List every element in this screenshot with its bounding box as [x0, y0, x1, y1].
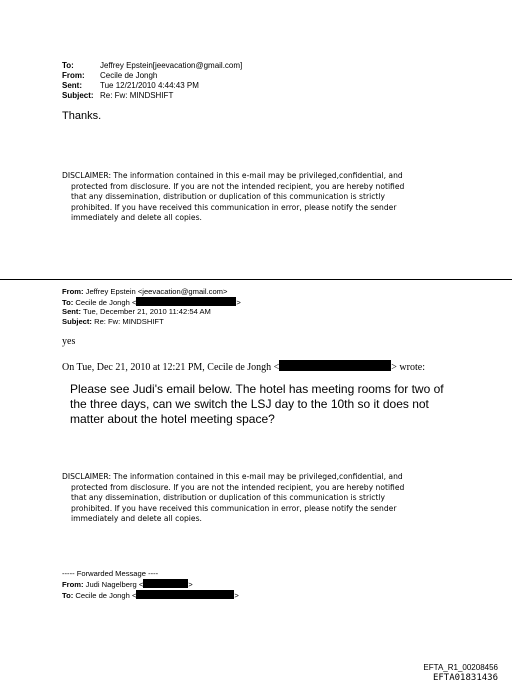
sent-label: Sent: [62, 81, 82, 90]
subject-label: Subject: [62, 91, 94, 100]
to-value: Cecile de Jongh < [75, 591, 137, 600]
disclaimer-line: prohibited. If you have received this communication in error, please notify the sender [71, 202, 397, 212]
page-divider [0, 279, 512, 280]
to-value: Jeffrey Epstein[jeevacation@gmail.com] [100, 61, 243, 70]
bates-number-1: EFTA_R1_00208456 [423, 663, 498, 672]
to-label: To: [62, 297, 74, 307]
subject-value: Re: Fw: MINDSHIFT [100, 91, 174, 100]
quoted-line: matter about the hotel meeting space? [70, 412, 275, 426]
to-end: > [236, 297, 241, 307]
email2-disclaimer [62, 472, 404, 525]
disclaimer-line: protected from disclosure. If you are not the intended recipient, you are hereby notified [71, 482, 405, 492]
to-label: To: [62, 591, 74, 600]
bates-number-2: EFTA01831436 [432, 673, 498, 683]
disclaimer-line: that any dissemination, distribution or duplication of this communication is strictly [71, 493, 385, 502]
from-label: From: [62, 71, 85, 80]
subject-label: Subject: [62, 316, 92, 326]
forwarded-header [62, 569, 239, 601]
quote-prefix: On Tue, Dec 21, 2010 at 12:21 PM, Cecile de Jongh < [62, 362, 280, 373]
to-value: Cecile de Jongh < [75, 297, 137, 307]
quoted-line: Please see Judi's email below. The hotel has meeting rooms for two of [70, 382, 444, 396]
from-label: From: [62, 287, 84, 296]
subject-value: Re: Fw: MINDSHIFT [94, 316, 164, 326]
redaction-box [143, 579, 188, 588]
redaction-box [136, 590, 234, 599]
from-value: Jeffrey Epstein <jeevacation@gmail.com> [85, 287, 228, 296]
to-label: To: [62, 61, 74, 70]
from-value: Cecile de Jongh [100, 71, 158, 80]
email1-disclaimer [62, 171, 404, 224]
forwarded-marker: ----- Forwarded Message ---- [62, 569, 159, 578]
sent-label: Sent: [62, 307, 81, 316]
disclaimer-line: DISCLAIMER: The information contained in this e-mail may be privileged,confidential, and [62, 171, 403, 180]
disclaimer-line: that any dissemination, distribution or duplication of this communication is strictly [71, 192, 385, 201]
from-end: > [188, 580, 193, 589]
email2-header [62, 287, 241, 326]
quote-suffix: > wrote: [391, 362, 425, 373]
disclaimer-line: protected from disclosure. If you are not the intended recipient, you are hereby notified [71, 181, 405, 191]
sent-value: Tue 12/21/2010 4:44:43 PM [100, 81, 199, 90]
sent-value: Tue, December 21, 2010 11:42:54 AM [82, 307, 211, 316]
email1-body: Thanks. [62, 110, 102, 122]
redaction-box [136, 297, 236, 306]
redaction-box [279, 360, 391, 371]
quoted-message [70, 382, 444, 427]
quoted-line: the three days, can we switch the LSJ day to the 10th so it does not [70, 397, 429, 411]
disclaimer-line: prohibited. If you have received this communication in error, please notify the sender [71, 503, 397, 513]
from-value: Judi Nagelberg < [85, 580, 144, 589]
disclaimer-line: immediately and delete all copies. [71, 213, 202, 222]
email1-header [62, 61, 242, 101]
to-end: > [234, 591, 239, 600]
from-label: From: [62, 580, 84, 589]
quote-attribution [62, 360, 425, 373]
disclaimer-line: immediately and delete all copies. [71, 514, 202, 523]
email2-body: yes [62, 336, 76, 347]
disclaimer-line: DISCLAIMER: The information contained in this e-mail may be privileged,confidential, and [62, 472, 403, 481]
